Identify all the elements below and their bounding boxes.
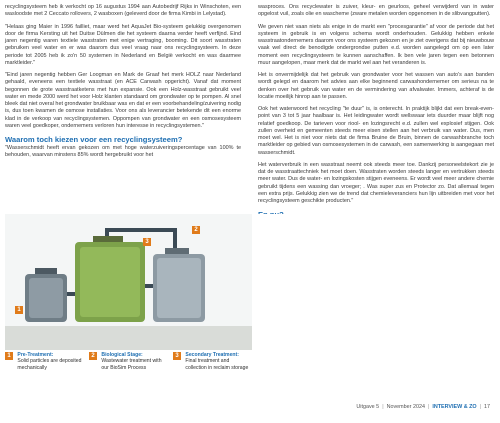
paragraph: "Wasserschmidt heeft ervan gekozen om met hoge waterzuiveringspercentage van 100% te behouden, waarvan minstens 85% wordt hergebruikt voor het	[5, 145, 241, 159]
paragraph: We geven niet vaan niets als enige in de markt een "procesgarantie" af voor de periode dat het systeem in gebruik is en volgens schema wordt onderhouden. Gelukkig hebben enkele wasstraatondernemers daarom voor ons systeem gekozen en je ziet overigens dat bij nieuwbouw vaak wel direct de benodigde ondergrondse putten e.d. worden aangelegd om op een later moment een recyclingsysteem te kunnen aanschaffen. Ik ben vele jaren tegen een betonnen muur aangelopen, maar merk dat de markt wel aan het veranderen is.	[258, 23, 494, 66]
stage-description: Final treatment and collection in reclaim storage	[185, 358, 249, 371]
paragraph: Het waterverbruik in een wasstraat neemt ook steeds meer toe. Dankzij personeelstekort zie je dat de wasstraattechniek het moet doen. Wasstraten worden steeds langer en vertrukken steeds meer water. Dus de water- en lozingskosten stijgen eveneens. Er wordt veel meer andere chemie gebruikt tijdens een wassing dan vroeger; . Was super zus en Protector zo. Dat allemaal tegen een extra prijs. Gelukkig zien we de trend dat chemieleveranciers hun lijn uitbreiden met voor het recyclingsysteem geschikte producten."	[258, 161, 494, 204]
magazine-name: INTERVIEW & ZO	[432, 404, 477, 410]
water-treatment-illustration	[5, 214, 498, 398]
stage-secondary	[173, 352, 253, 396]
issue-label: Uitgave 5	[356, 404, 380, 410]
callout-marker: 1	[15, 306, 23, 314]
tank-diagram-image	[5, 214, 252, 350]
stage-number: 2	[89, 352, 97, 360]
paragraph: "Helaas ging Maier in 1996 failliet, maar werd het AquaJet Bio-systeem gelukkig overgenomen door de firma Kersting uit het Duitse Dülmen die het systeem daarna verder heeft verfijnd. Eind jaren negentig waren textiele wasstraten met enige vertraging, booming. Dit soort wasstraten gebruiken veel water en er was daarom dus veel vraag naar ons recyclingsysteem. In deze periode tot 2005 heb ik zo'n 50 systemen in Nederland en België verkocht en was daarmee marktleider."	[5, 23, 241, 66]
stage-title: Secondary Treatment:	[185, 352, 239, 358]
page-footer: Uitgave 5 | November 2024 | INTERVIEW & ZO | 17	[356, 404, 490, 410]
paragraph: "Eind jaren negentig hebben Ger Loogman en Mark de Graaf het merk HOLZ naar Nederland gehaald, eveneens een textiele wasstraat (en ACE Carwash opgericht). Vanaf dat moment begonnen de grote wasstraatketens met hun expansie. Ook een Holz-wasstraat gebruikt veel water en mede 2000 werd het voor Holz klanten standaard om grondwater op te pompen. Al snel bleek dat niet overal het grondwater bruikbaar was en dat er een voorbehandeling/zuivering nodig is, dus toen kwamen de osmose installaties. Voor ons als leverancier betekende dit een enorme klad in de verkoop van recyclingsystemen. Oppompen van grondwater en een osmosesysteem waren veel goedkoper, ondernemers verloren hun interesse in recyclingsystemen."	[5, 72, 241, 129]
callout-marker: 3	[143, 238, 151, 246]
stage-pretreatment	[5, 352, 85, 396]
stage-title: Biological Stage:	[101, 352, 143, 358]
stage-title: Pre-Treatment:	[17, 352, 54, 358]
stage-biological	[89, 352, 169, 396]
paragraph: Het is onvermijdelijk dat het gebruik van grondwater voor het wassen van auto's aan banden wordt gelegd en daarom het advies aan elke beginnend carwashondernemer om serieus na te denken over het gebruik van water en de vermindering van afvalwater. Immers, achteraf is de locatie moeilijk hinrop aan te passen.	[258, 72, 494, 100]
paragraph: Ook het waterwoord het recycling "te duur" is, is onterecht. In praktijk blijkt dat een break-even-point van 3 tot 5 jaar haalbaar is. Het leidingwater wordt wellswaar iets duurder maar blijft nog relatief goedkoop. De tarieven voor riool- en lozingsrecht e.d. zullen wel explosief stijgen. Ook zullen overheid en gemeenten steeds meer eisen stellen aan het verbruik van water. Dus, men moet wel. Het is niet voor niets dat de firma Bruine de Bruin, binnen de carwashbranche toch marktleider op gebied van osmosesystemen in de carwash, een samenwerking is aangegaan met wasserschmidt.	[258, 106, 494, 156]
stage-description: Solid particles are deposited mechanically	[17, 358, 82, 371]
stage-number: 3	[173, 352, 181, 360]
stage-number: 1	[5, 352, 13, 360]
paragraph: wasproces. Ons recyclewater is zuiver, kleur- en geurloos, geheel verwijderd van in water opgelost vuil, zoals olie en wascheme (zware metalen worden opgenomen in de slibvangputten).	[258, 4, 494, 18]
issue-month: November 2024	[386, 404, 425, 410]
page-number: 17	[484, 404, 490, 410]
left-column	[5, 4, 241, 165]
section-heading: Waarom toch kiezen voor een recyclingsysteem?	[5, 135, 183, 144]
paragraph: recyclingsysteem heb ik verkocht op 16 augustus 1994 aan Autobedrijf Rijks in Winschoten, een wasloodste met 2 Ceccato rollovers, 2 wasboxen (geleverd door de firma Kimbi in Lelystad).	[5, 4, 241, 18]
stage-description: Wastewater treatment with our BioSim Process	[101, 358, 162, 371]
callout-marker: 2	[192, 226, 200, 234]
